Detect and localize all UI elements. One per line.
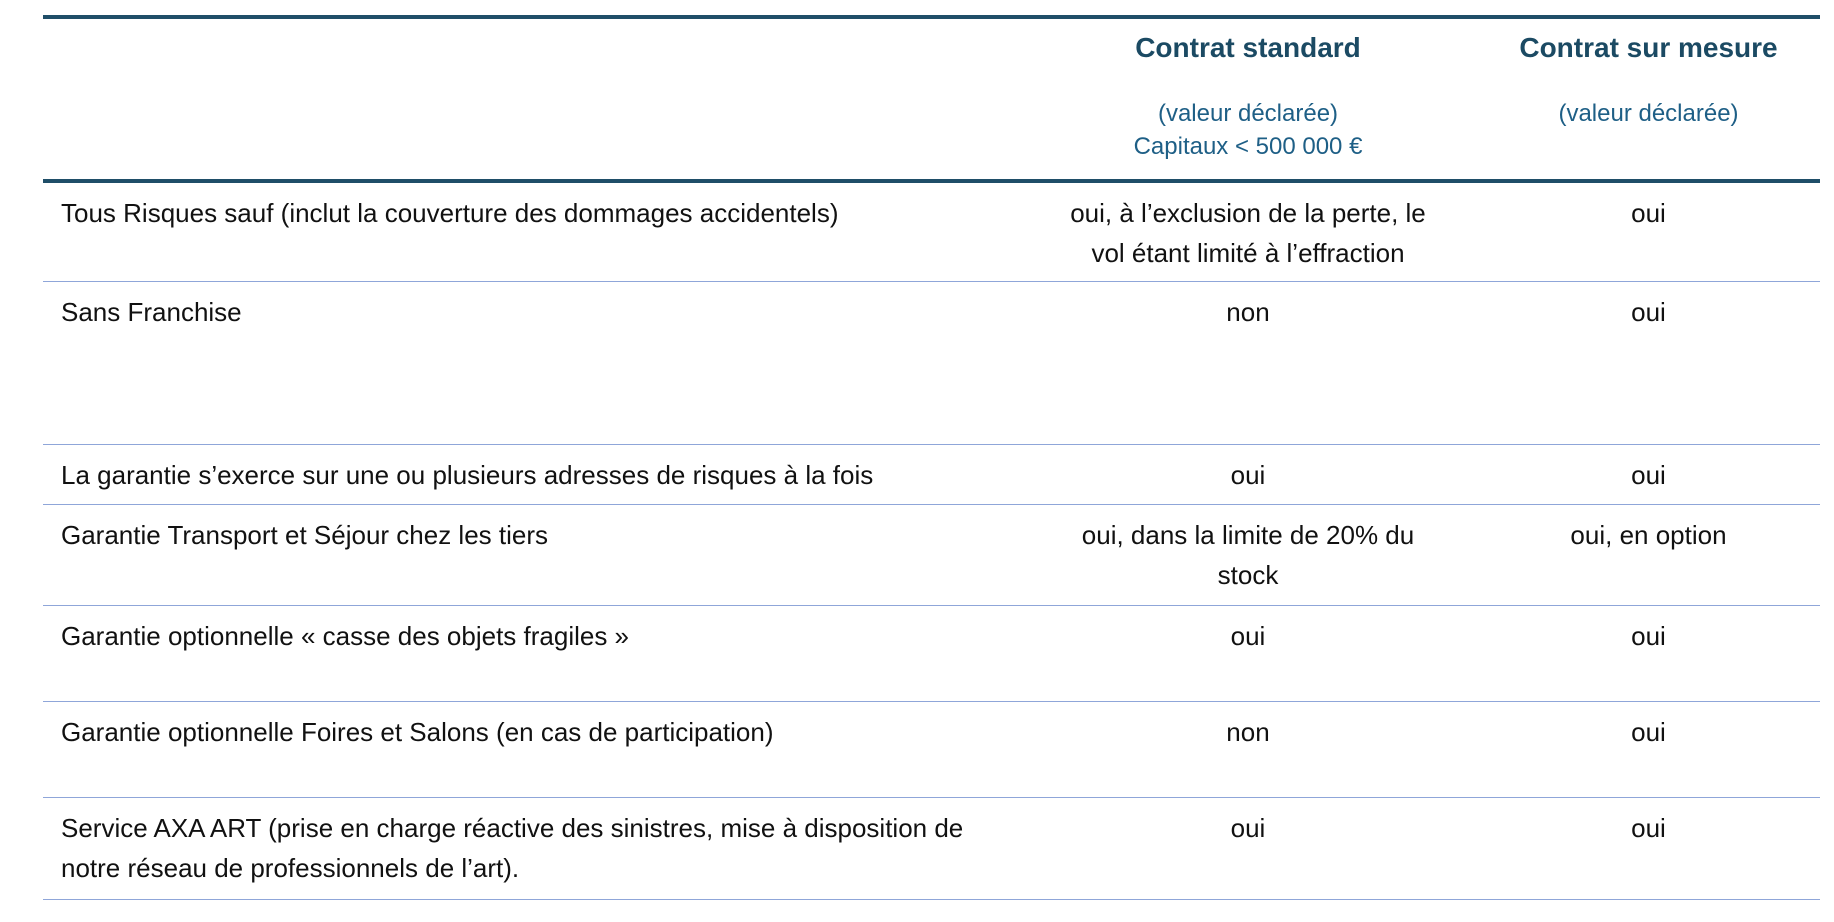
custom-value-text: oui, en option	[1570, 519, 1727, 550]
table-row	[43, 701, 1820, 797]
row-custom-value	[1477, 181, 1820, 281]
row-custom-value	[1477, 444, 1820, 504]
header-custom-contract	[1477, 17, 1820, 181]
standard-value-text: oui, dans la limite de 20% du stock	[1081, 519, 1415, 590]
row-label: Garantie Transport et Séjour chez les tiers	[43, 504, 1019, 605]
custom-value-text: oui	[1631, 620, 1666, 651]
row-custom-value	[1477, 281, 1820, 444]
header-empty-cell	[43, 17, 1019, 181]
row-standard-value	[1019, 797, 1477, 899]
table-row	[43, 504, 1820, 605]
custom-value-text: oui	[1631, 716, 1666, 747]
custom-value-text: oui	[1631, 296, 1666, 327]
row-custom-value	[1477, 797, 1820, 899]
standard-contract-title: Contrat standard	[1135, 32, 1361, 63]
standard-value-text: oui	[1230, 459, 1266, 490]
custom-value-text: oui	[1631, 812, 1666, 843]
row-label: La garantie s’exerce sur une ou plusieurs adresses de risques à la fois	[43, 444, 1019, 504]
row-standard-value	[1019, 701, 1477, 797]
row-standard-value	[1019, 281, 1477, 444]
row-label: Sans Franchise	[43, 281, 1019, 444]
standard-value-text: non	[1226, 716, 1270, 747]
table-header-row	[43, 17, 1820, 181]
row-label: Garantie optionnelle « casse des objets fragiles »	[43, 605, 1019, 701]
row-standard-value	[1019, 444, 1477, 504]
row-custom-value	[1477, 701, 1820, 797]
row-custom-value	[1477, 504, 1820, 605]
table-row	[43, 181, 1820, 281]
row-standard-value	[1019, 504, 1477, 605]
coverage-comparison-table	[43, 15, 1820, 900]
table-row	[43, 605, 1820, 701]
standard-value-text: oui	[1230, 620, 1266, 651]
custom-value-text: oui	[1631, 459, 1666, 490]
standard-value-text: oui, à l’exclusion de la perte, le vol étant limité à l’effraction	[1070, 198, 1426, 268]
row-custom-value	[1477, 605, 1820, 701]
custom-value-text: oui	[1631, 198, 1666, 228]
row-label: Tous Risques sauf (inclut la couverture des dommages accidentels)	[43, 181, 1019, 281]
row-label: Garantie optionnelle Foires et Salons (en cas de participation)	[43, 701, 1019, 797]
header-standard-contract	[1019, 17, 1477, 181]
table-row	[43, 281, 1820, 444]
table-row	[43, 444, 1820, 504]
standard-contract-subtitle: (valeur déclarée)	[1157, 100, 1339, 127]
standard-value-text: non	[1226, 296, 1270, 327]
custom-contract-title: Contrat sur mesure	[1519, 32, 1778, 63]
row-standard-value	[1019, 605, 1477, 701]
standard-contract-capital-limit: Capitaux < 500 000 €	[1133, 133, 1363, 160]
table-row	[43, 797, 1820, 899]
row-label: Service AXA ART (prise en charge réactive des sinistres, mise à disposition de notre réseau de professionnels de l’art).	[43, 797, 1019, 899]
row-standard-value	[1019, 181, 1477, 281]
custom-contract-subtitle: (valeur déclarée)	[1558, 100, 1739, 127]
standard-value-text: oui	[1230, 812, 1266, 843]
